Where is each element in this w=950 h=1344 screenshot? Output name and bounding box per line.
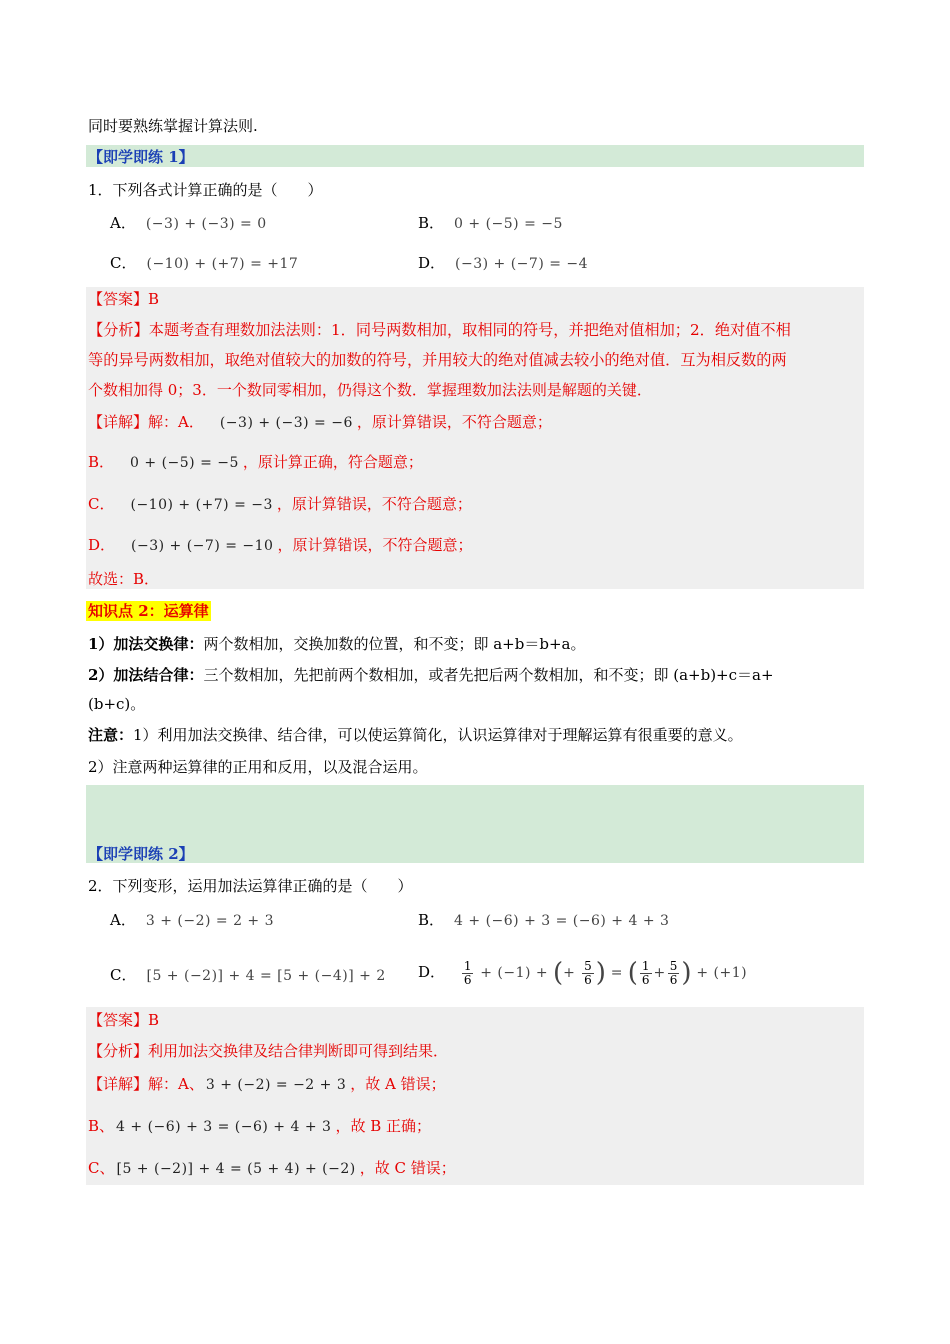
practice1-analysis-line-1: 【分析】本题考查有理数加法法则：1．同号两数相加，取相同的符号，并把绝对值相加；2．绝对值不相 <box>88 321 791 339</box>
intro-tail: 同时要熟练掌握计算法则. <box>88 117 258 135</box>
knowledge2-law2-cont: (b+c)。 <box>88 695 146 713</box>
knowledge2-note1: 注意：1）利用加法交换律、结合律，可以使运算简化，认识运算律对于理解运算有很重要的意义。 <box>88 726 743 744</box>
practice1-header-band <box>86 145 864 167</box>
practice1-detail-b: B． 0 + (−5) = −5 ，原计算正确，符合题意； <box>88 453 423 471</box>
practice1-analysis-line-2: 等的异号两数相加，取绝对值较大的加数的符号，并用较大的绝对值减去较小的绝对值．互为相反数的两 <box>88 351 787 369</box>
practice1-option-c: C． (−10) + (+7) = +17 <box>110 254 299 272</box>
practice1-option-d: D． (−3) + (−7) = −4 <box>418 254 589 272</box>
practice1-detail-a: 【详解】解：A． (−3) + (−3) = −6 ，原计算错误，不符合题意； <box>88 413 552 431</box>
practice1-option-b: B． 0 + (−5) = −5 <box>418 214 563 232</box>
practice2-title: 【即学即练 2】 <box>88 845 194 863</box>
fraction: $\frac{5}{6}$ <box>584 958 592 987</box>
fraction: $\frac{1}{6}$ <box>641 958 650 987</box>
practice1-answer: 【答案】B <box>88 290 160 308</box>
practice2-detail-a: 【详解】解：A、 3 + (−2) = −2 + 3 ，故 A 错误； <box>88 1075 446 1093</box>
practice1-title: 【即学即练 1】 <box>88 148 194 166</box>
practice2-option-d: D． $\frac{1}{6}$ + (−1) + (+ $\frac{5}{6}$ ) = ( $\frac{1}{6}$ + $\frac{5}{6}$ ) + (+1) <box>418 958 748 988</box>
fraction: $\frac{1}{6}$ <box>463 958 472 987</box>
knowledge2-title: 知识点 2：运算律 <box>88 602 209 620</box>
practice2-answer: 【答案】B <box>88 1011 160 1029</box>
practice2-question: 2．下列变形，运用加法运算律正确的是（ ） <box>88 877 413 895</box>
practice1-option-a: A． (−3) + (−3) = 0 <box>110 214 267 232</box>
practice2-option-a: A． 3 + (−2) = 2 + 3 <box>110 911 275 929</box>
practice2-option-b: B． 4 + (−6) + 3 = (−6) + 4 + 3 <box>418 911 670 929</box>
practice2-option-c: C． [5 + (−2)] + 4 = [5 + (−4)] + 2 <box>110 966 386 984</box>
knowledge2-note2: 2）注意两种运算律的正用和反用，以及混合运用。 <box>88 758 428 776</box>
practice2-detail-c: C、 [5 + (−2)] + 4 = (5 + 4) + (−2) ，故 C 错误； <box>88 1159 456 1177</box>
knowledge2-law2: 2）加法结合律：三个数相加，先把前两个数相加，或者先把后两个数相加，和不变；即 (a+b)+c＝a+ <box>88 666 774 684</box>
practice2-header-band <box>86 785 864 863</box>
practice2-analysis: 【分析】利用加法交换律及结合律判断即可得到结果． <box>88 1042 449 1060</box>
knowledge2-law1: 1）加法交换律：两个数相加，交换加数的位置，和不变；即 a+b＝b+a。 <box>88 635 586 653</box>
practice1-choose: 故选：B． <box>88 570 160 588</box>
practice2-detail-b: B、 4 + (−6) + 3 = (−6) + 4 + 3 ，故 B 正确； <box>88 1117 431 1135</box>
practice1-detail-d: D． (−3) + (−7) = −10 ，原计算错误，不符合题意； <box>88 536 473 554</box>
practice1-question: 1．下列各式计算正确的是（ ） <box>88 181 323 199</box>
practice1-detail-c: C． (−10) + (+7) = −3 ，原计算错误，不符合题意； <box>88 495 472 513</box>
practice1-analysis-line-3: 个数相加得 0；3．一个数同零相加，仍得这个数．掌握理数加法法则是解题的关键． <box>88 381 652 399</box>
fraction: $\frac{5}{6}$ <box>669 958 678 987</box>
